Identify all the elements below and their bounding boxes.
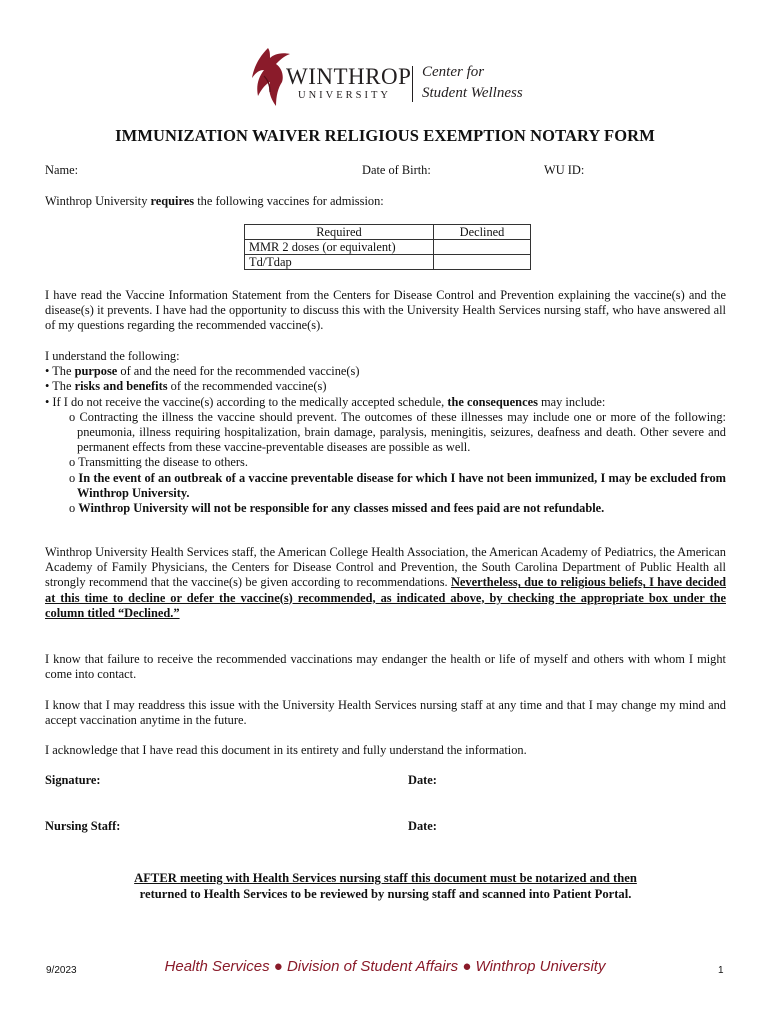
list-item: • If I do not receive the vaccine(s) according to the medically accepted schedule, the consequences may include:	[45, 394, 606, 409]
declined-checkbox[interactable]	[434, 255, 531, 270]
declined-checkbox[interactable]	[434, 240, 531, 255]
name-label: Name:	[45, 163, 79, 177]
recommendation-statement: Winthrop University Health Services staff, the American College Health Association, the American Academy of Pediatrics, the American Academy of Family Physicians, the Centers for Disease Control and Prevention, the South Carolina Department of Public Health all strongly recommend that the vaccine(s) be given according to recommendations. Nevertheless, due to religious beliefs, I have decided at this time to decline or defer the vaccine(s) recommended, as indicated above, by checking the appropriate box under the column titled “Declined.”	[45, 545, 727, 620]
col-declined-header: Declined	[434, 225, 531, 240]
understand-section	[45, 349, 726, 516]
nursing-date-label: Date:	[408, 819, 437, 833]
table-header-row	[245, 225, 531, 240]
logo-wordmark: WINTHROP	[286, 64, 412, 89]
center-name-line1: Center for	[422, 64, 485, 80]
col-required-header: Required	[245, 225, 434, 240]
sub-list-item: o Transmitting the disease to others.	[69, 455, 248, 470]
requires-statement: Winthrop University requires the following vaccines for admission:	[45, 194, 384, 208]
sub-list-item: o In the event of an outbreak of a vaccine preventable disease for which I have not been immunized, I may be excluded from Winthrop University.	[69, 470, 726, 500]
notarization-note: AFTER meeting with Health Services nursing staff this document must be notarized and then returned to Health Services to be reviewed by nursing staff and scanned into Patient Portal.	[134, 871, 637, 901]
readdress-statement: I know that I may readdress this issue with the University Health Services nursing staff at any time and that I may change my mind and accept vaccination anytime in the future.	[45, 698, 726, 728]
wuid-label: WU ID:	[544, 163, 585, 177]
page-number: 1	[718, 965, 724, 976]
signature-date-label: Date:	[408, 773, 437, 787]
vaccine-table	[244, 224, 531, 270]
nursing-staff-label: Nursing Staff:	[45, 819, 121, 833]
signature-label: Signature:	[45, 773, 101, 787]
footer-center: Health Services ● Division of Student Affairs ● Winthrop University	[164, 958, 606, 975]
vaccine-name: MMR 2 doses (or equivalent)	[245, 240, 434, 255]
table-row	[245, 240, 531, 255]
center-name-line2: Student Wellness	[422, 85, 523, 101]
understand-intro: I understand the following:	[45, 349, 180, 363]
form-title: IMMUNIZATION WAIVER RELIGIOUS EXEMPTION NOTARY FORM	[115, 126, 655, 145]
table-row	[245, 255, 531, 270]
list-item: • The risks and benefits of the recommended vaccine(s)	[45, 379, 327, 394]
sub-list-item: o Contracting the illness the vaccine should prevent. The outcomes of these illnesses may include one or more of the following: pneumonia, illness requiring hospitalization, brain damage, paralysis, meningitis, seizures, deafness and death. Other severe and permanent effects from these vaccine-preventable diseases are possible as well.	[69, 409, 726, 455]
risk-statement: I know that failure to receive the recommended vaccinations may endanger the health or life of myself and others with whom I might come into contact.	[45, 652, 726, 682]
dob-label: Date of Birth:	[362, 163, 431, 177]
logo-subtitle: UNIVERSITY	[298, 90, 391, 101]
vis-statement: I have read the Vaccine Information Statement from the Centers for Disease Control and Prevention explaining the vaccine(s) and the disease(s) it prevents. I have had the opportunity to discuss this with the University Health Services nursing staff, who have answered all of my questions regarding the recommended vaccine(s).	[45, 288, 726, 333]
logo-divider	[412, 66, 413, 102]
footer-date: 9/2023	[46, 965, 77, 976]
acknowledge-statement: I acknowledge that I have read this document in its entirety and fully understand the information.	[45, 743, 527, 757]
list-item: • The purpose of and the need for the recommended vaccine(s)	[45, 364, 360, 379]
vaccine-name: Td/Tdap	[245, 255, 434, 270]
sub-list-item: o Winthrop University will not be responsible for any classes missed and fees paid are not refundable.	[69, 501, 605, 516]
